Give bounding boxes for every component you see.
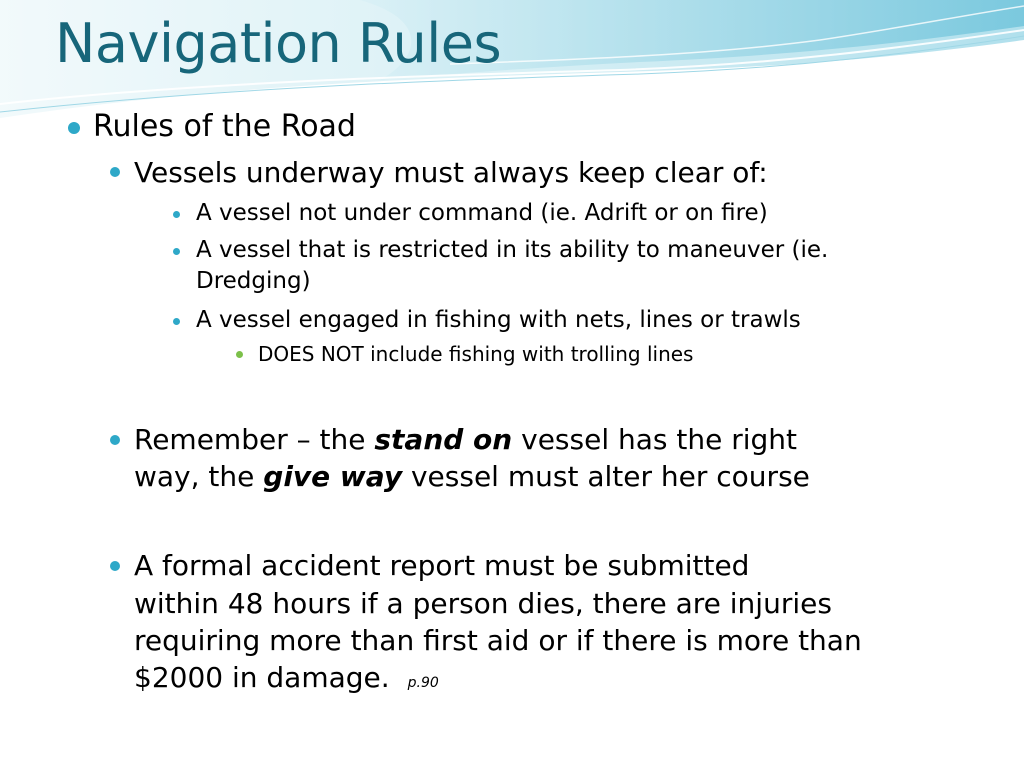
bullet-trolling: DOES NOT include fishing with trolling lines <box>258 342 694 366</box>
remember-text: Remember – the <box>134 423 375 456</box>
page-reference: p.90 <box>407 675 439 691</box>
bullet-vessels-underway: Vessels underway must always keep clear of: <box>134 156 768 189</box>
bullet-restricted-line-1: A vessel that is restricted in its ability to maneuver (ie. <box>196 237 829 263</box>
bullet-dot <box>173 318 180 325</box>
accident-text: $2000 in damage. <box>134 661 390 694</box>
slide-title: Navigation Rules <box>55 12 502 75</box>
give-way-emphasis: give way <box>263 460 403 493</box>
bullet-fishing: A vessel engaged in fishing with nets, lines or trawls <box>196 307 801 333</box>
remember-text: vessel has the right <box>512 423 798 456</box>
stand-on-emphasis: stand on <box>374 423 513 456</box>
bullet-accident-line-4 <box>134 660 439 701</box>
remember-text: vessel must alter her course <box>402 460 810 493</box>
bullet-dot <box>110 435 120 445</box>
bullet-not-under-command: A vessel not under command (ie. Adrift or on fire) <box>196 200 768 226</box>
remember-text: way, the <box>134 460 264 493</box>
bullet-dot <box>110 167 120 177</box>
bullet-dot <box>236 351 243 358</box>
bullet-accident-line-2: within 48 hours if a person dies, there are injuries <box>134 587 832 620</box>
bullet-remember-line-1 <box>134 422 797 458</box>
bullet-accident-line-3: requiring more than first aid or if there is more than <box>134 624 862 657</box>
bullet-accident-line-1: A formal accident report must be submitted <box>134 549 750 582</box>
bullet-restricted-line-2: Dredging) <box>196 268 311 294</box>
bullet-dot <box>173 211 180 218</box>
bullet-dot <box>68 122 80 134</box>
bullet-dot <box>173 248 180 255</box>
bullet-dot <box>110 561 120 571</box>
bullet-remember-line-2 <box>134 459 810 495</box>
bullet-rules-of-road: Rules of the Road <box>93 109 356 144</box>
